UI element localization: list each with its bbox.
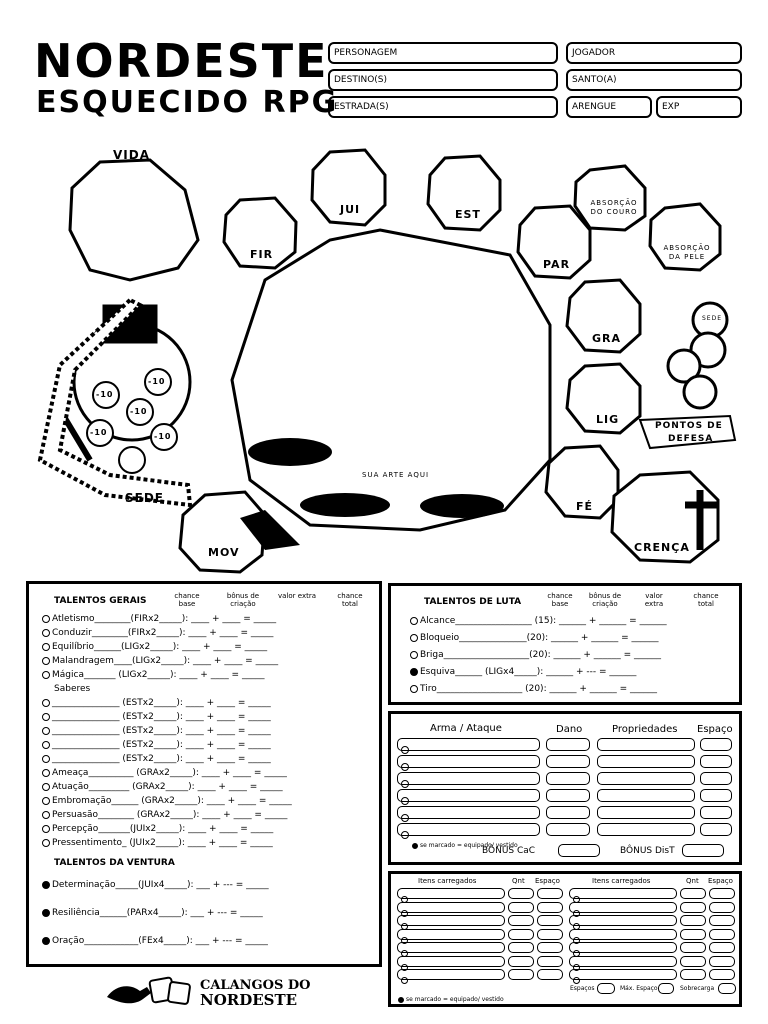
- talento-checkbox[interactable]: [410, 634, 418, 642]
- page-title: NORDESTE: [34, 34, 329, 88]
- col-bonus-criacao: bônus de criação: [226, 592, 260, 608]
- talento-luta-row[interactable]: Esquiva______ (LIGx4_____): ______ + --- = ______: [410, 667, 636, 677]
- dano-field[interactable]: [546, 806, 590, 819]
- lig-label: LIG: [596, 413, 620, 426]
- cantil-value: -10: [96, 390, 114, 399]
- talento-row[interactable]: Malandragem____(LIGx2_____): ____ + ____ = _____: [42, 656, 278, 666]
- equipado-checkbox[interactable]: [401, 746, 409, 754]
- gra-label: GRA: [592, 332, 622, 345]
- crenca-label: CRENÇA: [634, 541, 690, 554]
- armas-note: se marcado = equipado/ vestido: [412, 842, 518, 849]
- talentos-gerais-title: TALENTOS GERAIS: [54, 596, 147, 606]
- talento-checkbox[interactable]: [42, 671, 50, 679]
- espaco-field[interactable]: [700, 772, 732, 785]
- fir-label: FIR: [250, 248, 274, 261]
- col-bonus-criacao: bônus de criação: [588, 592, 622, 608]
- propriedades-field[interactable]: [597, 738, 695, 751]
- dano-field[interactable]: [546, 738, 590, 751]
- col-valor-extra: valor extra: [278, 592, 317, 600]
- qnt-field[interactable]: [680, 942, 706, 953]
- talento-checkbox[interactable]: [410, 617, 418, 625]
- talento-checkbox[interactable]: [410, 651, 418, 659]
- art-frame: [232, 230, 550, 530]
- talento-row[interactable]: Pressentimento_ (JUIx2_____): ____ + ____ = _____: [42, 838, 273, 848]
- talento-checkbox[interactable]: [410, 685, 418, 693]
- talento-checkbox[interactable]: [42, 699, 50, 707]
- fe-label: FÉ: [576, 500, 594, 513]
- col-chance-base: chance base: [547, 592, 573, 608]
- equipado-checkbox[interactable]: [401, 797, 409, 805]
- espaco-field[interactable]: [700, 806, 732, 819]
- col-espaco: Espaço: [697, 724, 733, 735]
- talento-row[interactable]: Oração____________(FEx4_____): ___ + --- = _____: [42, 936, 268, 946]
- dano-field[interactable]: [546, 755, 590, 768]
- talento-row[interactable]: Determinação_____(JUIx4_____): ___ + --- = _____: [42, 880, 269, 890]
- espaco-field[interactable]: [709, 888, 735, 899]
- col-espaco-2: Espaço: [708, 877, 733, 885]
- col-arma: Arma / Ataque: [430, 723, 502, 734]
- espaco-field[interactable]: [709, 956, 735, 967]
- espaco-field[interactable]: [709, 915, 735, 926]
- estradas-field[interactable]: ESTRADA(S): [328, 96, 558, 118]
- arma-field[interactable]: [397, 738, 540, 751]
- talento-luta-row[interactable]: Alcance_________________ (15): ______ + ______ = ______: [410, 616, 667, 626]
- mov-label: MOV: [208, 546, 240, 559]
- talento-checkbox[interactable]: [42, 615, 50, 623]
- col-espaco: Espaço: [535, 877, 560, 885]
- item-field[interactable]: [569, 956, 677, 967]
- col-qnt-2: Qnt: [686, 877, 699, 885]
- dano-field[interactable]: [546, 772, 590, 785]
- absorcao-pele-label: ABSORÇÃO DA PELE: [663, 244, 711, 261]
- talento-row[interactable]: Equilíbrio______(LIGx2_____): ____ + ____ = _____: [42, 642, 267, 652]
- est-label: EST: [455, 208, 481, 221]
- item-field[interactable]: [569, 888, 677, 899]
- sede-small-label: SEDE: [702, 315, 723, 322]
- pontos-defesa-label-2: DEFESA: [668, 434, 714, 444]
- ventura-title: TALENTOS DA VENTURA: [54, 858, 175, 868]
- equipado-checkbox[interactable]: [401, 831, 409, 839]
- talento-row[interactable]: _______________ (ESTx2_____): ____ + ____ = _____: [42, 726, 271, 736]
- col-itens: Itens carregados: [418, 877, 477, 885]
- page-subtitle: ESQUECIDO RPG: [36, 85, 339, 120]
- col-propriedades: Propriedades: [612, 724, 678, 735]
- talento-checkbox[interactable]: [42, 769, 50, 777]
- personagem-field[interactable]: PERSONAGEM: [328, 42, 558, 64]
- talento-checkbox[interactable]: [42, 825, 50, 833]
- talento-row[interactable]: _______________ (ESTx2_____): ____ + ____ = _____: [42, 754, 271, 764]
- talento-checkbox[interactable]: [42, 643, 50, 651]
- cantil-value: -10: [130, 407, 148, 416]
- espaco-field[interactable]: [709, 929, 735, 940]
- qnt-field[interactable]: [680, 915, 706, 926]
- lizard-dice-icon: [105, 975, 195, 1009]
- equipado-checkbox[interactable]: [401, 780, 409, 788]
- talento-row[interactable]: _______________ (ESTx2_____): ____ + ____ = _____: [42, 712, 271, 722]
- qnt-field[interactable]: [508, 929, 534, 940]
- equipado-checkbox[interactable]: [401, 763, 409, 771]
- propriedades-field[interactable]: [597, 772, 695, 785]
- qnt-field[interactable]: [680, 888, 706, 899]
- qnt-field[interactable]: [680, 969, 706, 980]
- espaco-field[interactable]: [537, 969, 563, 980]
- dano-field[interactable]: [546, 823, 590, 836]
- equipado-checkbox[interactable]: [401, 977, 408, 984]
- vida-shape: [70, 160, 198, 280]
- col-itens-2: Itens carregados: [592, 877, 651, 885]
- par-label: PAR: [543, 258, 571, 271]
- absorcao-couro-label: ABSORÇÃO DO COURO: [590, 199, 638, 216]
- talento-luta-row[interactable]: Bloqueio_______________(20): ______ + ______ = ______: [410, 633, 659, 643]
- talento-row[interactable]: Atletismo________(FIRx2_____): ____ + ____ = _____: [42, 614, 276, 624]
- talento-row[interactable]: _______________ (ESTx2_____): ____ + ____ = _____: [42, 698, 271, 708]
- item-field[interactable]: [569, 942, 677, 953]
- item-field[interactable]: [397, 942, 505, 953]
- espaco-field[interactable]: [537, 888, 563, 899]
- item-field[interactable]: [397, 888, 505, 899]
- pontos-defesa-label: PONTOS DE: [655, 421, 723, 431]
- exp-field[interactable]: EXP: [656, 96, 742, 118]
- col-chance-total: chance total: [337, 592, 363, 608]
- qnt-field[interactable]: [680, 902, 706, 913]
- item-field[interactable]: [569, 929, 677, 940]
- max-espaco-field[interactable]: [658, 983, 674, 994]
- talento-luta-row[interactable]: Briga___________________(20): ______ + ______ = ______: [410, 650, 661, 660]
- espaco-field[interactable]: [709, 969, 735, 980]
- talento-row[interactable]: Conduzir________(FIRx2_____): ____ + ____ = _____: [42, 628, 273, 638]
- espaco-field[interactable]: [700, 738, 732, 751]
- jogador-field[interactable]: JOGADOR: [566, 42, 742, 64]
- footer-logo: CALANGOS DO NORDESTE: [200, 978, 311, 1009]
- espaco-field[interactable]: [537, 929, 563, 940]
- col-chance-base: chance base: [174, 592, 200, 608]
- item-field[interactable]: [397, 956, 505, 967]
- sua-arte-label: SUA ARTE AQUI: [362, 471, 430, 479]
- espaco-field[interactable]: [709, 942, 735, 953]
- santo-field[interactable]: SANTO(A): [566, 69, 742, 91]
- talentos-luta-title: TALENTOS DE LUTA: [424, 597, 522, 607]
- stats-illustration: [0, 130, 768, 580]
- qnt-field[interactable]: [680, 929, 706, 940]
- espaco-field[interactable]: [700, 823, 732, 836]
- vida-label: VIDA: [113, 148, 150, 162]
- propriedades-field[interactable]: [597, 789, 695, 802]
- col-dano: Dano: [556, 724, 583, 735]
- destinos-field[interactable]: DESTINO(S): [328, 69, 558, 91]
- espaco-field[interactable]: [700, 755, 732, 768]
- talento-checkbox[interactable]: [42, 937, 50, 945]
- arma-field[interactable]: [397, 755, 540, 768]
- talento-row[interactable]: Atuação_________ (GRAx2_____): ____ + ____ = _____: [42, 782, 283, 792]
- saberes-title: Saberes: [54, 684, 91, 694]
- item-field[interactable]: [397, 969, 505, 980]
- talento-checkbox[interactable]: [42, 797, 50, 805]
- bonus-dist-field[interactable]: [682, 844, 724, 857]
- col-qnt: Qnt: [512, 877, 525, 885]
- talento-row[interactable]: Percepção_______(JUIx2_____): ____ + ____ = _____: [42, 824, 273, 834]
- talento-checkbox[interactable]: [42, 839, 50, 847]
- talento-checkbox[interactable]: [42, 713, 50, 721]
- jui-label: JUI: [340, 203, 361, 216]
- dano-field[interactable]: [546, 789, 590, 802]
- arma-field[interactable]: [397, 789, 540, 802]
- qnt-field[interactable]: [508, 902, 534, 913]
- equipado-checkbox[interactable]: [401, 814, 409, 822]
- item-field[interactable]: [397, 902, 505, 913]
- espaco-field[interactable]: [537, 902, 563, 913]
- col-valor-extra: valor extra: [644, 592, 664, 608]
- qnt-field[interactable]: [508, 915, 534, 926]
- talento-checkbox[interactable]: [42, 755, 50, 763]
- talento-row[interactable]: _______________ (ESTx2_____): ____ + ____ = _____: [42, 740, 271, 750]
- cantil-value: -10: [154, 432, 172, 441]
- sobrecarga-field[interactable]: [718, 983, 736, 994]
- talento-checkbox[interactable]: [42, 783, 50, 791]
- qnt-field[interactable]: [508, 969, 534, 980]
- talento-row[interactable]: Resiliência______(PARx4_____): ___ + --- = _____: [42, 908, 263, 918]
- espacos-label: Espaços: [570, 985, 595, 992]
- item-field[interactable]: [569, 969, 677, 980]
- espaco-field[interactable]: [537, 942, 563, 953]
- max-espaco-label: Máx. Espaço: [620, 985, 658, 992]
- arma-field[interactable]: [397, 806, 540, 819]
- talento-checkbox[interactable]: [42, 741, 50, 749]
- talento-checkbox[interactable]: [42, 811, 50, 819]
- espaco-field[interactable]: [537, 956, 563, 967]
- espaco-field[interactable]: [537, 915, 563, 926]
- absorcao-couro-shape: [575, 166, 645, 230]
- arma-field[interactable]: [397, 823, 540, 836]
- talento-row[interactable]: Ameaça__________ (GRAx2_____): ____ + ____ = _____: [42, 768, 287, 778]
- bonus-dist-label: BÔNUS DisT: [620, 846, 675, 856]
- item-field[interactable]: [397, 929, 505, 940]
- itens-note: se marcado = equipado/ vestido: [398, 996, 504, 1003]
- col-chance-total: chance total: [693, 592, 719, 608]
- talento-checkbox[interactable]: [42, 909, 50, 917]
- espaco-field[interactable]: [700, 789, 732, 802]
- cantil-value: -10: [148, 377, 166, 386]
- bonus-cac-field[interactable]: [558, 844, 600, 857]
- bonus-cac-label: BÔNUS CaC: [482, 846, 536, 856]
- talento-row[interactable]: Persuasão________ (GRAx2_____): ____ + ____ = _____: [42, 810, 287, 820]
- item-field[interactable]: [569, 902, 677, 913]
- talento-luta-row[interactable]: Tiro___________________ (20): ______ + ______ = ______: [410, 684, 657, 694]
- equipado-checkbox[interactable]: [573, 977, 580, 984]
- qnt-field[interactable]: [508, 942, 534, 953]
- qnt-field[interactable]: [508, 956, 534, 967]
- qnt-field[interactable]: [680, 956, 706, 967]
- propriedades-field[interactable]: [597, 755, 695, 768]
- espacos-field[interactable]: [597, 983, 615, 994]
- item-field[interactable]: [397, 915, 505, 926]
- talento-checkbox[interactable]: [42, 629, 50, 637]
- qnt-field[interactable]: [508, 888, 534, 899]
- propriedades-field[interactable]: [597, 823, 695, 836]
- sobrecarga-label: Sobrecarga: [680, 985, 715, 992]
- espaco-field[interactable]: [709, 902, 735, 913]
- sede-label: SEDE: [125, 491, 164, 505]
- talento-row[interactable]: Embromação______ (GRAx2_____): ____ + ____ = _____: [42, 796, 292, 806]
- propriedades-field[interactable]: [597, 806, 695, 819]
- talento-checkbox[interactable]: [410, 668, 418, 676]
- cantil-value: -10: [90, 428, 108, 437]
- talento-checkbox[interactable]: [42, 881, 50, 889]
- arengue-field[interactable]: ARENGUE: [566, 96, 652, 118]
- talento-row[interactable]: Mágica_______ (LIGx2_____): ____ + ____ = _____: [42, 670, 264, 680]
- item-field[interactable]: [569, 915, 677, 926]
- talento-checkbox[interactable]: [42, 657, 50, 665]
- talento-checkbox[interactable]: [42, 727, 50, 735]
- arma-field[interactable]: [397, 772, 540, 785]
